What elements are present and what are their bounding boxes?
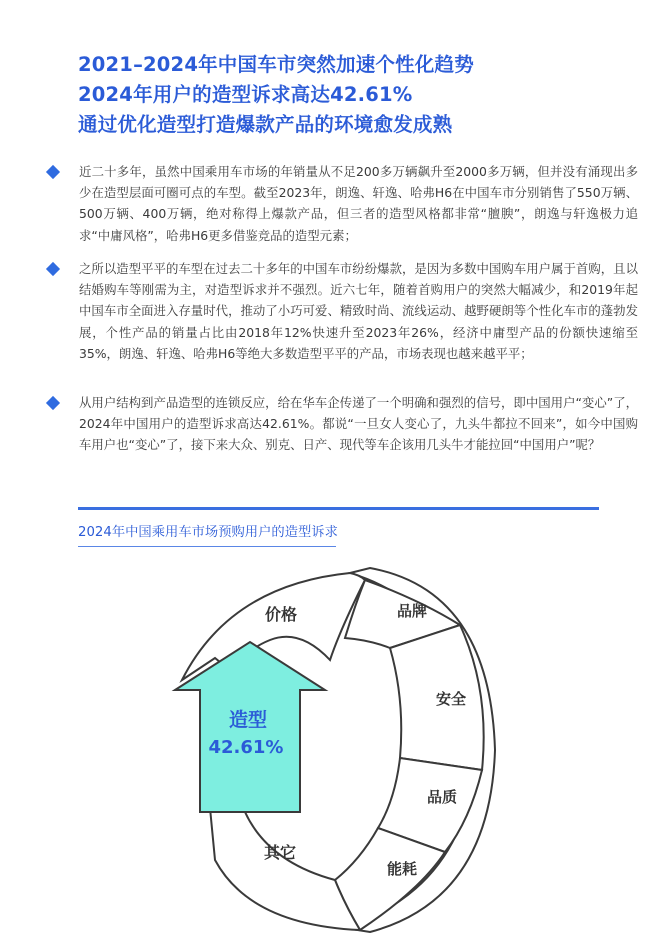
paragraph-text: 近二十多年，虽然中国乘用车市场的年销量从不足200多万辆飙升至2000多万辆，但并没有涌现出多少在造型层面可圈可点的车型。截至2023年，朗逸、轩逸、哈弗H6在中国车市分别销售了550万辆、500万辆、400万辆，绝对称得上爆款产品，但三者的造型风格都非常“膻腴”，朗逸与轩逸极力追求“中庸风格”，哈弗H6更多借鉴竞品的造型元素； xyxy=(79,164,638,243)
highlight-value: 42.61% xyxy=(208,737,284,758)
segment-label-price: 价格 xyxy=(264,605,298,624)
diamond-bullet-icon xyxy=(46,396,60,410)
figure-title: 2024年中国乘用车市场预购用户的造型诉求 xyxy=(78,525,338,540)
headline-line-1: 2021–2024年中国车市突然加速个性化趋势 xyxy=(78,53,474,76)
headline-line-2: 2024年用户的造型诉求高达42.61% xyxy=(78,83,413,106)
segment-label-other: 其它 xyxy=(263,843,297,862)
figure-title-underline xyxy=(78,546,336,547)
headline-line-3: 通过优化造型打造爆款产品的环境愈发成熟 xyxy=(78,113,453,136)
diamond-bullet-icon xyxy=(46,165,60,179)
headline xyxy=(78,50,618,140)
segment-label-brand: 品牌 xyxy=(396,602,428,620)
section-divider xyxy=(78,507,599,510)
bullet-paragraph-1 xyxy=(48,161,638,246)
demand-ring-diagram xyxy=(160,566,510,941)
segment-label-quality: 品质 xyxy=(426,788,458,806)
ring-segment-other xyxy=(210,808,360,930)
paragraph-text: 从用户结构到产品造型的连锁反应，给在华车企传递了一个明确和强烈的信号，即中国用户“变心”了，2024年中国用户的造型诉求高达42.61%。都说“一旦女人变心了，九头牛都拉不回来”，如今中国购车用户也“变心”了，接下来大众、别克、日产、现代等车企该用几头牛才能拉回“中国用户”呢？ xyxy=(79,395,638,453)
paragraph-text: 之所以造型平平的车型在过去二十多年的中国车市纷纷爆款，是因为多数中国购车用户属于首购，且以结婚购车等刚需为主，对造型诉求并不强烈。近六七年，随着首购用户的突然大幅减少，和2019年起中国车市全面进入存量时代，推动了小巧可爱、精致时尚、流线运动、越野硬朗等个性化车市的蓬勃发展，个性产品的销量占比由2018年12%快速升至2023年26%，经济中庸型产品的份额快速缩至35%，朗逸、轩逸、哈弗H6等绝大多数造型平平的产品，市场表现也越来越平平； xyxy=(79,261,638,361)
segment-label-energy: 能耗 xyxy=(386,860,418,878)
diamond-bullet-icon xyxy=(46,262,60,276)
bullet-paragraph-3 xyxy=(48,392,638,456)
highlight-label: 造型 xyxy=(228,709,268,731)
segment-label-safety: 安全 xyxy=(435,690,467,708)
bullet-paragraph-2 xyxy=(48,258,638,364)
